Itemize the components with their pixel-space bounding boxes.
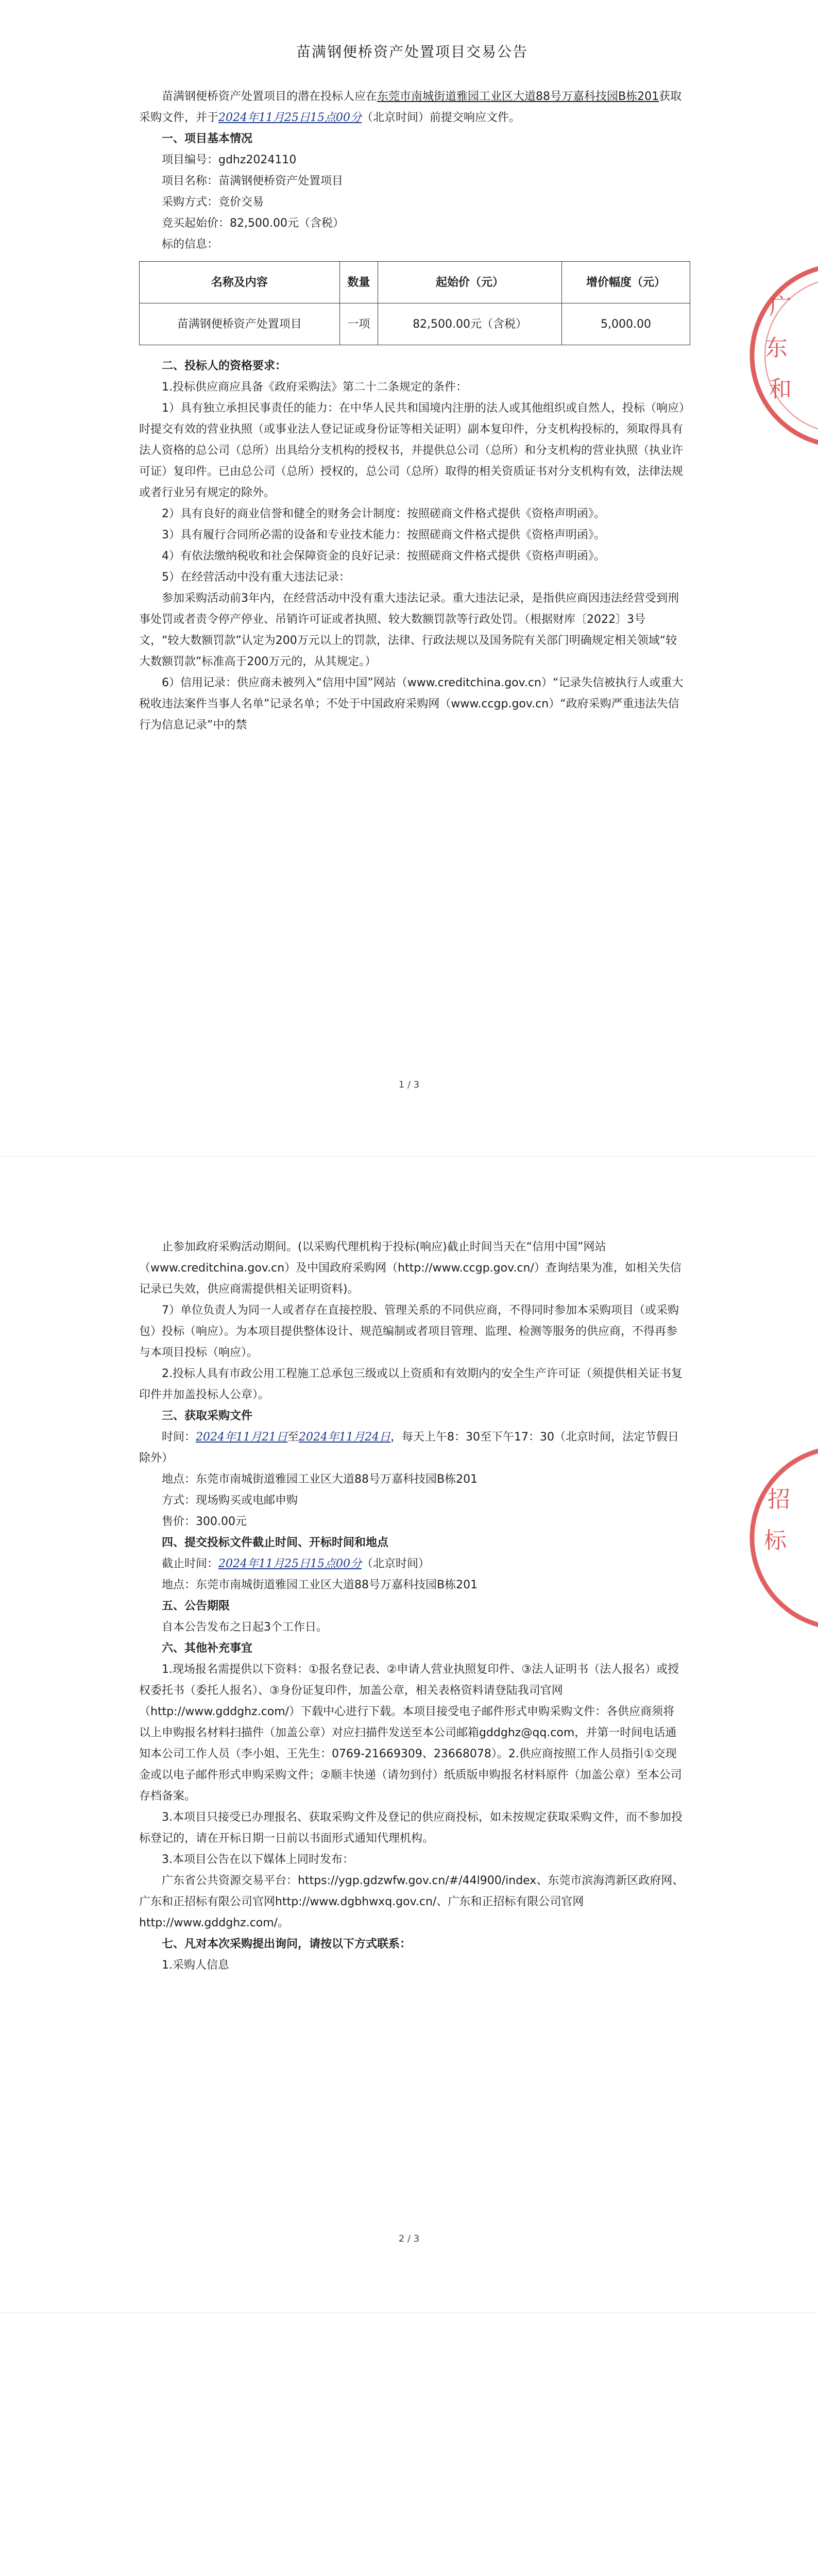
requirement-paragraph: 2.投标人具有市政公用工程施工总承包三级或以上资质和有效期内的安全生产许可证（须提供相关证书复印件并加盖投标人公章）。 — [139, 1367, 683, 1401]
project-field: 竞买起始价：82,500.00元（含税） — [162, 217, 344, 230]
table-row — [140, 303, 690, 345]
svg-text:招: 招 — [768, 1486, 790, 1513]
svg-text:东: 东 — [765, 335, 788, 361]
section5-heading: 五、公告期限 — [162, 1600, 230, 1613]
document-page-2 — [0, 1157, 818, 2313]
purchase-location: 东莞市南城街道雅园工业区大道88号万嘉科技园B栋201 — [377, 90, 659, 103]
table-cell: 5,000.00 — [561, 303, 690, 345]
seam-stamp-page1 — [749, 160, 818, 551]
page1-content — [139, 41, 685, 736]
project-field: 项目编号：gdhz2024110 — [162, 154, 297, 166]
section2-heading: 二、投标人的资格要求： — [162, 360, 287, 372]
section6-heading: 六、其他补充事宜 — [162, 1642, 253, 1655]
requirement-paragraph: 1）具有独立承担民事责任的能力：在中华人民共和国境内注册的法人或其他组织或自然人，投标（响应）时提交有效的营业执照（或事业法人登记证或身份证等相关证明）副本复印件，分支机构投标的，须取得具有法人资格的总公司（总所）出具给分支机构的授权书，并提供总公司（总所）和分支机构的营业执照（执业许可证）复印件。已由总公司（总所）授权的，总公司（总所）取得的相关资质证书对分支机构有效，法律法规或者行业另有规定的除外。 — [139, 402, 685, 499]
section1-heading: 一、项目基本情况 — [162, 132, 253, 145]
svg-text:广: 广 — [769, 294, 792, 320]
page2-content — [139, 1236, 685, 1976]
document-page-1 — [0, 0, 818, 1157]
purchase-details — [139, 1469, 685, 1532]
purchase-line: 地点：东莞市南城街道雅园工业区大道88号万嘉科技园B栋201 — [162, 1473, 478, 1486]
other-paragraph: 3.本项目只接受已办理报名、获取采购文件及登记的供应商投标，如未按规定获取采购文件，而不参加投标登记的，请在开标日期一日前以书面形式通知代理机构。 — [139, 1811, 683, 1845]
page2-paragraphs — [139, 1236, 685, 1405]
intro-paragraph: 苗满钢便桥资产处置项目的潜在投标人应在东莞市南城街道雅园工业区大道88号万嘉科技园B栋201获取采购文件，并于2024年11月25日15点00分（北京时间）前提交响应文件。 — [139, 90, 682, 124]
purchase-line: 方式：现场购买或电邮申购 — [162, 1494, 298, 1507]
requirement-paragraph: 5）在经营活动中没有重大违法记录： — [162, 571, 350, 584]
items-table-body — [140, 303, 690, 345]
announcement-period: 自本公告发布之日起3个工作日。 — [162, 1621, 328, 1634]
table-header-cell: 数量 — [339, 262, 378, 303]
other-paragraph: 3.本项目公告在以下媒体上同时发布： — [162, 1853, 354, 1866]
requirement-paragraph: 3）具有履行合同所必需的设备和专业技术能力：按照磋商文件格式提供《资格声明函》。 — [162, 529, 606, 541]
svg-text:和: 和 — [769, 376, 792, 402]
table-header-cell: 名称及内容 — [140, 262, 340, 303]
page-number-2: 2 / 3 — [398, 2233, 420, 2244]
requirement-paragraph: 7）单位负责人为同一人或者存在直接控股、管理关系的不同供应商，不得同时参加本采购项目（或采购包）投标（响应）。为本项目提供整体设计、规范编制或者项目管理、监理、检测等服务的供应商，不得再参与本项目投标（响应）。 — [139, 1304, 679, 1359]
submission-deadline: 2024年11月25日15点00分 — [218, 111, 362, 124]
table-cell: 一项 — [339, 303, 378, 345]
opening-place: 地点：东莞市南城街道雅园工业区大道88号万嘉科技园B栋201 — [162, 1579, 478, 1591]
requirement-paragraph: 参加采购活动前3年内，在经营活动中没有重大违法记录。重大违法记录，是指供应商因违法经营受到刑事处罚或者责令停产停业、吊销许可证或者执照、较大数额罚款等行政处罚。（根据财库〔2022〕3号文，“较大数额罚款”认定为200万元以上的罚款，法律、行政法规以及国务院有关部门明确规定相关领域“较大数额罚款”标准高于200万元的，从其规定。） — [139, 592, 679, 668]
requirement-paragraph: 1.投标供应商应具备《政府采购法》第二十二条规定的条件： — [162, 381, 467, 394]
document-page-3 — [0, 2313, 818, 2576]
table-header-cell: 增价幅度（元） — [561, 262, 690, 303]
other-matters — [139, 1659, 685, 1934]
svg-text:标: 标 — [764, 1528, 787, 1554]
table-header-cell: 起始价（元） — [378, 262, 562, 303]
qualification-requirements — [139, 377, 685, 736]
items-table-header — [140, 262, 690, 303]
project-info-fields — [139, 149, 685, 255]
project-field: 项目名称：苗满钢便桥资产处置项目 — [162, 175, 344, 188]
other-paragraph: 1.现场报名需提供以下资料：①报名登记表、②申请人营业执照复印件、③法人证明书（法人报名）或授权委托书（委托人报名）、③身份证复印件，加盖公章，相关表格资料请登陆我司官网（http://www.gddghz.com/）下载中心进行下载。本项目接受电子邮件形式申购采购文件：各供应商须将以上申购报名材料扫描件（加盖公章）对应扫描件发送至本公司邮箱gddghz@qq.com，并第一时间电话通知本公司工作人员（李小姐、王先生：0769-21669309、23668078）。2.供应商按照工作人员指引①交现金或以电子邮件形式申购采购文件；②顺丰快递（请勿到付）纸质版申购报名材料原件（加盖公章）至本公司存档备案。 — [139, 1663, 682, 1803]
section3-heading: 三、获取采购文件 — [162, 1410, 253, 1422]
items-table — [139, 261, 690, 345]
requirement-paragraph: 6）信用记录：供应商未被列入“信用中国”网站（www.creditchina.gov.cn）“记录失信被执行人或重大税收违法案件当事人名单”记录名单；不处于中国政府采购网（www.ccgp.gov.cn）“政府采购严重违法失信行为信息记录”中的禁 — [139, 676, 684, 732]
project-field: 标的信息： — [162, 238, 219, 251]
purchase-time: 时间：2024年11月21日至2024年11月24日，每天上午8：30至下午17：30（北京时间，法定节假日除外） — [139, 1431, 679, 1465]
deadline-time: 截止时间：2024年11月25日15点00分（北京时间） — [162, 1557, 430, 1570]
page-number-1: 1 / 3 — [398, 1079, 420, 1090]
table-cell: 苗满钢便桥资产处置项目 — [140, 303, 340, 345]
requirement-paragraph: 2）具有良好的商业信誉和健全的财务会计制度：按照磋商文件格式提供《资格声明函》。 — [162, 507, 606, 520]
section4-heading: 四、提交投标文件截止时间、开标时间和地点 — [162, 1536, 389, 1549]
requirement-paragraph: 4）有依法缴纳税收和社会保障资金的良好记录：按照磋商文件格式提供《资格声明函》。 — [162, 550, 606, 563]
table-cell: 82,500.00元（含税） — [378, 303, 562, 345]
seam-stamp-page2 — [749, 1352, 818, 1723]
document-title: 苗满钢便桥资产处置项目交易公告 — [296, 43, 528, 60]
other-paragraph: 广东省公共资源交易平台：https://ygp.gdzwfw.gov.cn/#/44l900/index、东莞市滨海湾新区政府网、广东和正招标有限公司官网http://www.dgbhwxq.gov.cn/、广东和正招标有限公司官网http://www.gddghz.com/。 — [139, 1874, 684, 1929]
requirement-paragraph: 止参加政府采购活动期间。(以采购代理机构于投标(响应)截止时间当天在“信用中国”网站（www.creditchina.gov.cn）及中国政府采购网（http://www.ccgp.gov.cn/）查询结果为准，如相关失信记录已失效，供应商需提供相关证明资料)。 — [139, 1241, 681, 1296]
section7-heading: 七、凡对本次采购提出询问，请按以下方式联系： — [162, 1938, 412, 1951]
project-field: 采购方式：竞价交易 — [162, 196, 264, 209]
purchaser-info-heading: 1.采购人信息 — [162, 1959, 229, 1972]
purchase-line: 售价：300.00元 — [162, 1515, 247, 1528]
